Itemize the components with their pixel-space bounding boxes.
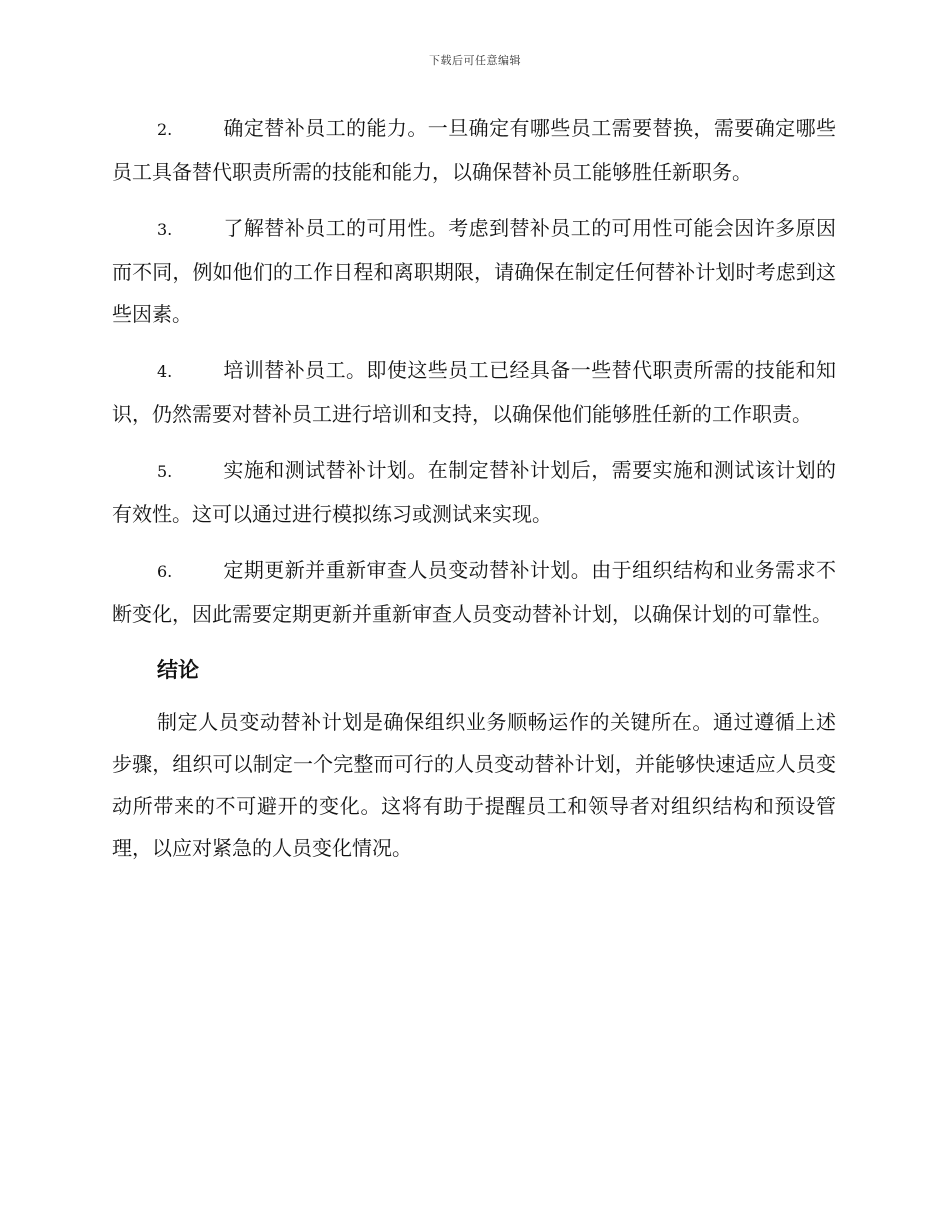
page-header: 下载后可任意编辑 (429, 54, 521, 67)
list-item-text: 了解替补员工的可用性。考虑到替补员工的可用性可能会因许多原因而不同，例如他们的工作日程和离职期限，请确保在制定任何替补计划时考虑到这些因素。 (112, 216, 836, 326)
list-item-text: 培训替补员工。即使这些员工已经具备一些替代职责所需的技能和知识，仍然需要对替补员工进行培训和支持，以确保他们能够胜任新的工作职责。 (112, 358, 836, 426)
list-item (112, 549, 836, 635)
list-item-text: 确定替补员工的能力。一旦确定有哪些员工需要替换，需要确定哪些员工具备替代职责所需的技能和能力，以确保替补员工能够胜任新职务。 (112, 116, 836, 184)
list-item-number: 6. (157, 562, 173, 581)
list-item (112, 349, 836, 435)
list-item-number: 5. (157, 462, 173, 481)
section-heading-conclusion: 结论 (157, 657, 199, 682)
list-item (112, 107, 836, 193)
list-item-number: 3. (157, 220, 173, 239)
list-item-number: 4. (157, 362, 173, 381)
list-item-number: 2. (157, 120, 173, 139)
list-item-text: 实施和测试替补计划。在制定替补计划后，需要实施和测试该计划的有效性。这可以通过进行模拟练习或测试来实现。 (112, 458, 836, 526)
document-body (112, 107, 836, 883)
conclusion-paragraph: 制定人员变动替补计划是确保组织业务顺畅运作的关键所在。通过遵循上述步骤，组织可以制定一个完整而可行的人员变动替补计划，并能够快速适应人员变动所带来的不可避开的变化。这将有助于提醒员工和领导者对组织结构和预设管理，以应对紧急的人员变化情况。 (112, 710, 836, 860)
list-item (112, 449, 836, 535)
list-item-text: 定期更新并重新审查人员变动替补计划。由于组织结构和业务需求不断变化，因此需要定期更新并重新审查人员变动替补计划，以确保计划的可靠性。 (112, 558, 836, 626)
list-item (112, 207, 836, 335)
